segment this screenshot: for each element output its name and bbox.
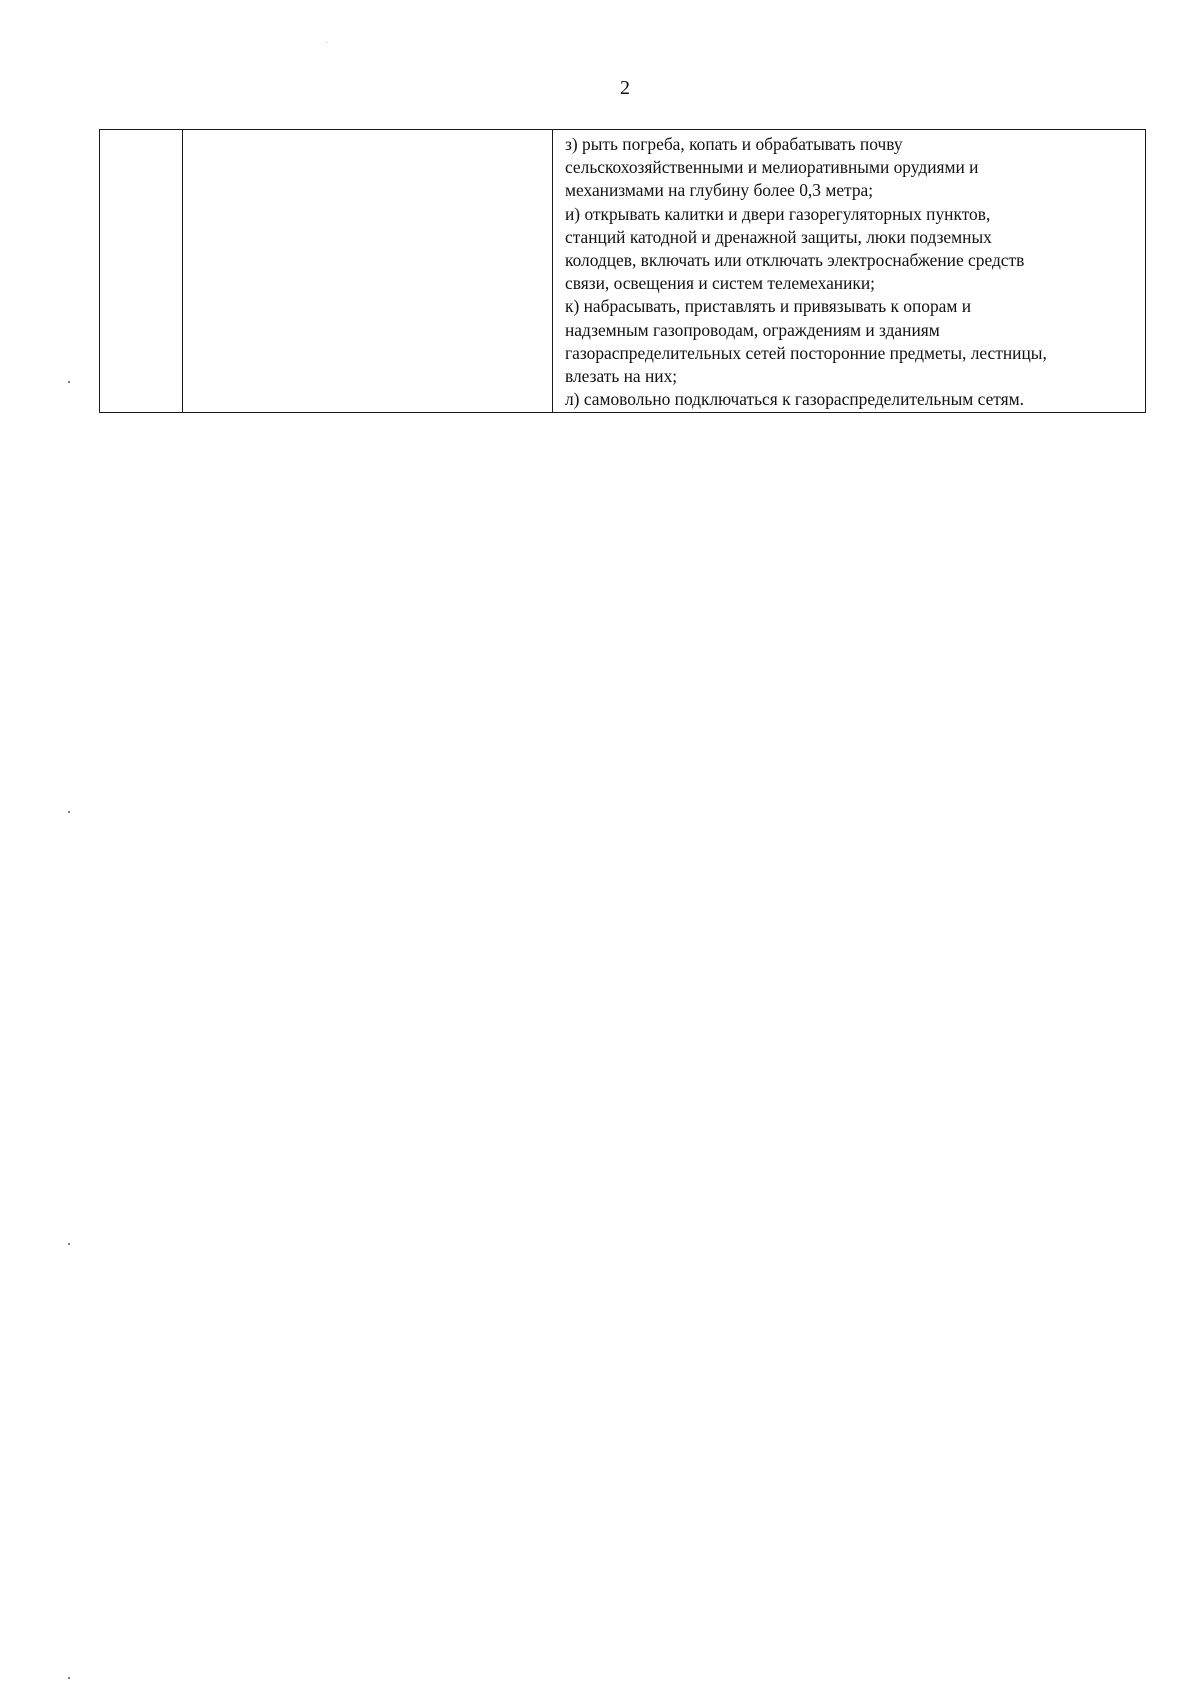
restrictions-text (553, 130, 1145, 412)
scan-dot (68, 381, 70, 383)
text-line: з) рыть погреба, копать и обрабатывать почву (565, 134, 903, 154)
text-line: л) самовольно подключаться к газораспределительным сетям. (565, 389, 1025, 410)
table-row (100, 130, 1146, 413)
text-line: станций катодной и дренажной защиты, люки подземных (565, 226, 992, 247)
scan-dot (68, 1677, 70, 1679)
text-line: и) открывать калитки и двери газорегуляторных пунктов, (565, 203, 991, 224)
document-table (99, 129, 1146, 413)
scan-artifact (326, 42, 327, 43)
text-line: механизмами на глубину более 0,3 метра; (565, 180, 874, 201)
table-cell-number (100, 130, 183, 413)
table-cell-restrictions (553, 130, 1146, 413)
text-line: связи, освещения и систем телемеханики; (565, 273, 875, 294)
scan-dot (68, 1243, 70, 1245)
text-line: влезать на них; (565, 366, 678, 387)
text-line: надземным газопроводам, ограждениям и зданиям (565, 319, 940, 340)
table-cell-name (183, 130, 553, 413)
page-number: 2 (620, 77, 630, 99)
text-line: колодцев, включать или отключать электроснабжение средств (565, 250, 1025, 271)
text-line: сельскохозяйственными и мелиоративными орудиями и (565, 157, 979, 178)
text-line: к) набрасывать, приставлять и привязывать к опорам и (565, 296, 972, 317)
text-line: газораспределительных сетей посторонние предметы, лестницы, (565, 342, 1047, 363)
scan-dot (68, 811, 70, 813)
